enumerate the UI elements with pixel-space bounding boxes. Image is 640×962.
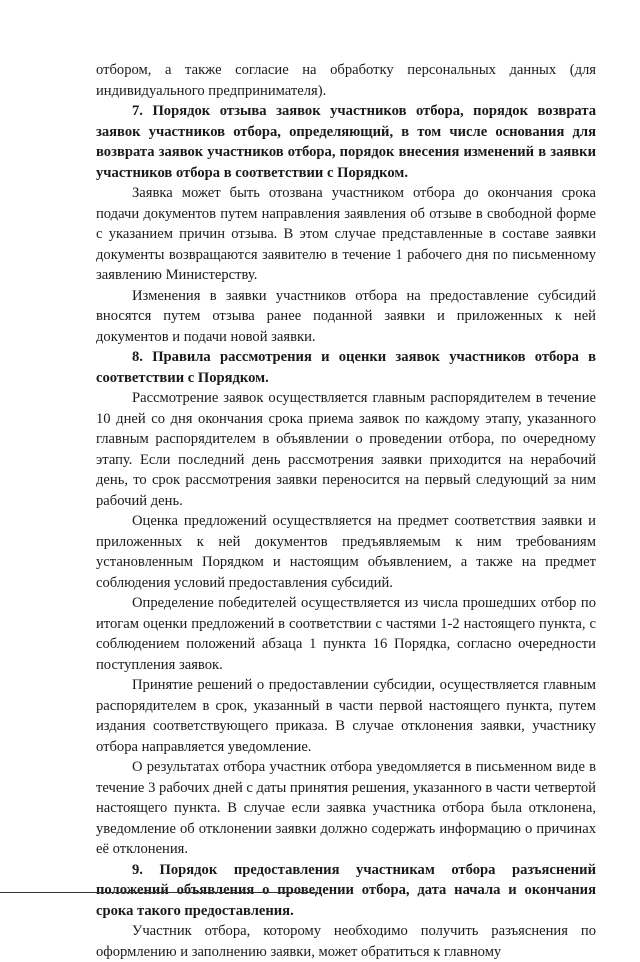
paragraph-changes: Изменения в заявки участников отбора на предоставление субсидий вносятся путем отзыва ранее поданной заявки и приложенных к ней документов и подачи новой заявки.	[96, 287, 596, 345]
section-8-heading: 8. Правила рассмотрения и оценки заявок участников отбора в соответствии с Порядком.	[96, 349, 596, 386]
paragraph-clarification: Участник отбора, которому необходимо получить разъяснения по оформлению и заполнению заявки, может обратиться к главному	[96, 923, 596, 960]
paragraph-continuation: отбором, а также согласие на обработку персональных данных (для индивидуального предпринимателя).	[96, 62, 596, 99]
paragraph-decision: Принятие решений о предоставлении субсидии, осуществляется главным распорядителем в срок, указанный в части первой настоящего пункта, путем издания соответствующего приказа. В случае отклонения заявки, участнику отбора направляется уведомление.	[96, 677, 596, 755]
section-7-heading: 7. Порядок отзыва заявок участников отбора, порядок возврата заявок участников отбора, определяющий, в том числе основания для возврата заявок участников отбора, порядок внесения изменений в заявки участников отбора в соответствии с Порядком.	[96, 103, 596, 181]
footnote-separator-line	[0, 892, 318, 893]
paragraph-evaluation: Оценка предложений осуществляется на предмет соответствия заявки и приложенных к ней документов предъявляемым к ним требованиям установленным Порядком и настоящим объявлением, а также на предмет соблюдения условий предоставления субсидий.	[96, 513, 596, 591]
paragraph-withdrawal: Заявка может быть отозвана участником отбора до окончания срока подачи документов путем направления заявления об отзыве в свободной форме с указанием причин отзыва. В этом случае представленные в составе заявки документы возвращаются заявителю в течение 1 рабочего дня по письменному заявлению Министерству.	[96, 185, 596, 283]
paragraph-review: Рассмотрение заявок осуществляется главным распорядителем в течение 10 дней со дня окончания срока приема заявок по каждому этапу, указанного главным распорядителем в объявлении о проведении отбора, по очередному этапу. Если последний день рассмотрения заявки приходится на нерабочий день, то срок рассмотрения заявки переносится на первый следующий за ним рабочий день.	[96, 390, 596, 509]
paragraph-winners: Определение победителей осуществляется из числа прошедших отбор по итогам оценки предложений в соответствии с частями 1-2 настоящего пункта, с соблюдением положений абзаца 1 пункта 16 Порядка, согласно очередности поступления заявок.	[96, 595, 596, 673]
paragraph-notification: О результатах отбора участник отбора уведомляется в письменном виде в течение 3 рабочих дней с даты принятия решения, указанного в части четвертой настоящего пункта. В случае если заявка участника отбора была отклонена, уведомление об отклонении заявки должно содержать информацию о причинах её отклонения.	[96, 759, 596, 857]
document-body	[96, 60, 596, 962]
section-9-heading: 9. Порядок предоставления участникам отбора разъяснений положений объявления о проведении отбора, дата начала и окончания срока такого предоставления.	[96, 861, 596, 919]
